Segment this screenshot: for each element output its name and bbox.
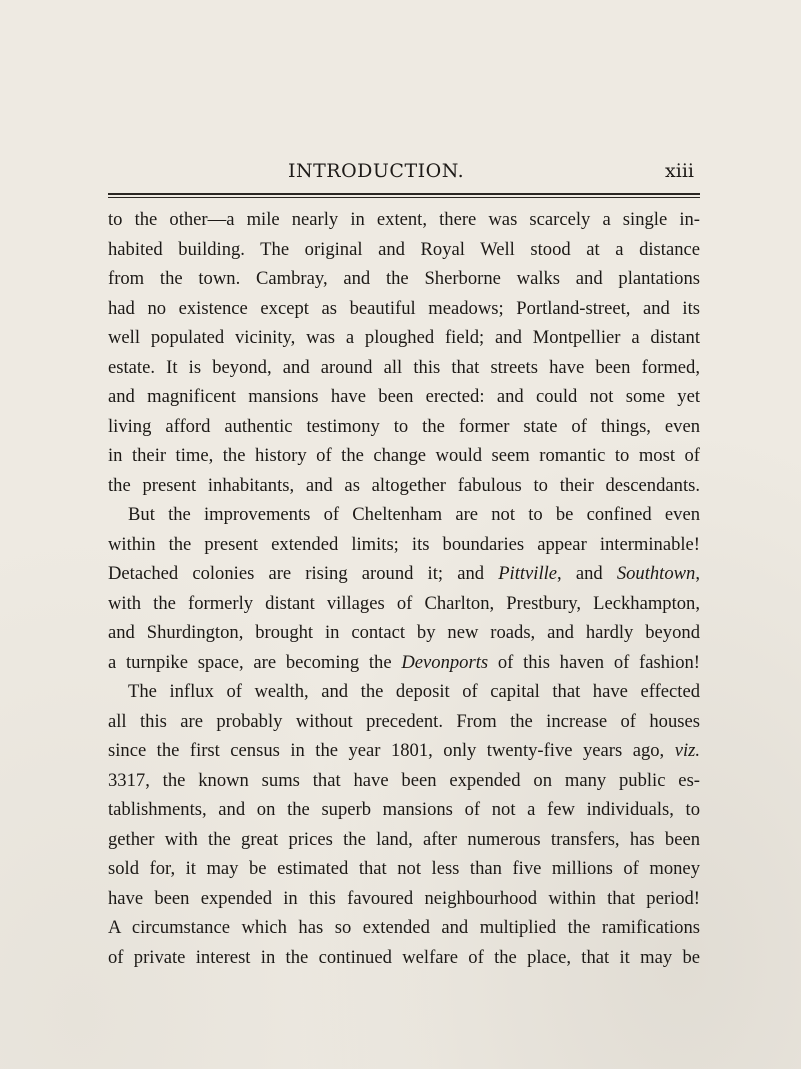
text-line: within the present extended limits; its boundaries appear interminable! bbox=[108, 533, 700, 555]
text-line: The influx of wealth, and the deposit of capital that have effected bbox=[128, 681, 700, 702]
running-head: INTRODUCTION. bbox=[288, 160, 465, 182]
text-line: the present inhabitants, and as altogether fabulous to their descendants. bbox=[108, 474, 700, 496]
text-line: A circumstance which has so extended and multiplied the ramifications bbox=[108, 917, 700, 938]
text-line: and magnificent mansions have been erected: and could not some yet bbox=[108, 386, 700, 407]
text-line: tablishments, and on the superb mansions of not a few individuals, to bbox=[108, 799, 700, 820]
text-line bbox=[108, 559, 700, 589]
text-fragment: Detached colonies are rising around it; and bbox=[108, 563, 499, 584]
header-rule-thin bbox=[108, 197, 700, 198]
text-line: with the formerly distant villages of Charlton, Prestbury, Leckhampton, bbox=[108, 592, 700, 614]
text-line: estate. It is beyond, and around all this that streets have been formed, bbox=[108, 356, 700, 378]
text-line: have been expended in this favoured neighbourhood within that period! bbox=[108, 887, 700, 909]
text-line: and Shurdington, brought in contact by new roads, and hardly beyond bbox=[108, 622, 700, 643]
text-line: all this are probably without precedent. From the increase of houses bbox=[108, 710, 700, 732]
text-line: gether with the great prices the land, after numerous transfers, has been bbox=[108, 828, 700, 850]
text-line: of private interest in the continued welfare of the place, that it may be bbox=[108, 946, 700, 968]
text-line: to the other—a mile nearly in extent, there was scarcely a single in- bbox=[108, 209, 700, 230]
text-line bbox=[108, 736, 700, 766]
header-rule-thick bbox=[108, 193, 700, 195]
text-line: 3317, the known sums that have been expended on many public es- bbox=[108, 769, 700, 791]
text-line: sold for, it may be estimated that not less than five millions of money bbox=[108, 858, 700, 879]
body-text bbox=[108, 205, 700, 972]
text-line: had no existence except as beautiful meadows; Portland-street, and its bbox=[108, 297, 700, 319]
text-line bbox=[108, 648, 700, 678]
italic-term: Devonports bbox=[401, 651, 489, 673]
text-fragment: a turnpike space, are becoming the bbox=[108, 651, 402, 673]
text-line: habited building. The original and Royal Well stood at a distance bbox=[108, 238, 700, 260]
page-number: xiii bbox=[665, 160, 694, 182]
text-line: in their time, the history of the change would seem romantic to most of bbox=[108, 445, 700, 466]
text-line: But the improvements of Cheltenham are not to be confined even bbox=[128, 504, 700, 525]
text-line: from the town. Cambray, and the Sherborne walks and plantations bbox=[108, 268, 700, 289]
italic-term: Southtown bbox=[616, 563, 696, 584]
text-fragment: of this haven of fashion! bbox=[488, 651, 700, 673]
text-line: living afford authentic testimony to the former state of things, even bbox=[108, 415, 700, 437]
text-line: well populated vicinity, was a ploughed field; and Montpellier a distant bbox=[108, 327, 700, 348]
italic-term: viz. bbox=[674, 740, 700, 761]
text-fragment: , and bbox=[557, 563, 617, 584]
text-fragment: , bbox=[695, 563, 700, 584]
italic-term: Pittville bbox=[498, 563, 558, 584]
page-header bbox=[108, 160, 700, 190]
text-fragment: since the first census in the year 1801, only twenty-five years ago, bbox=[108, 740, 675, 761]
